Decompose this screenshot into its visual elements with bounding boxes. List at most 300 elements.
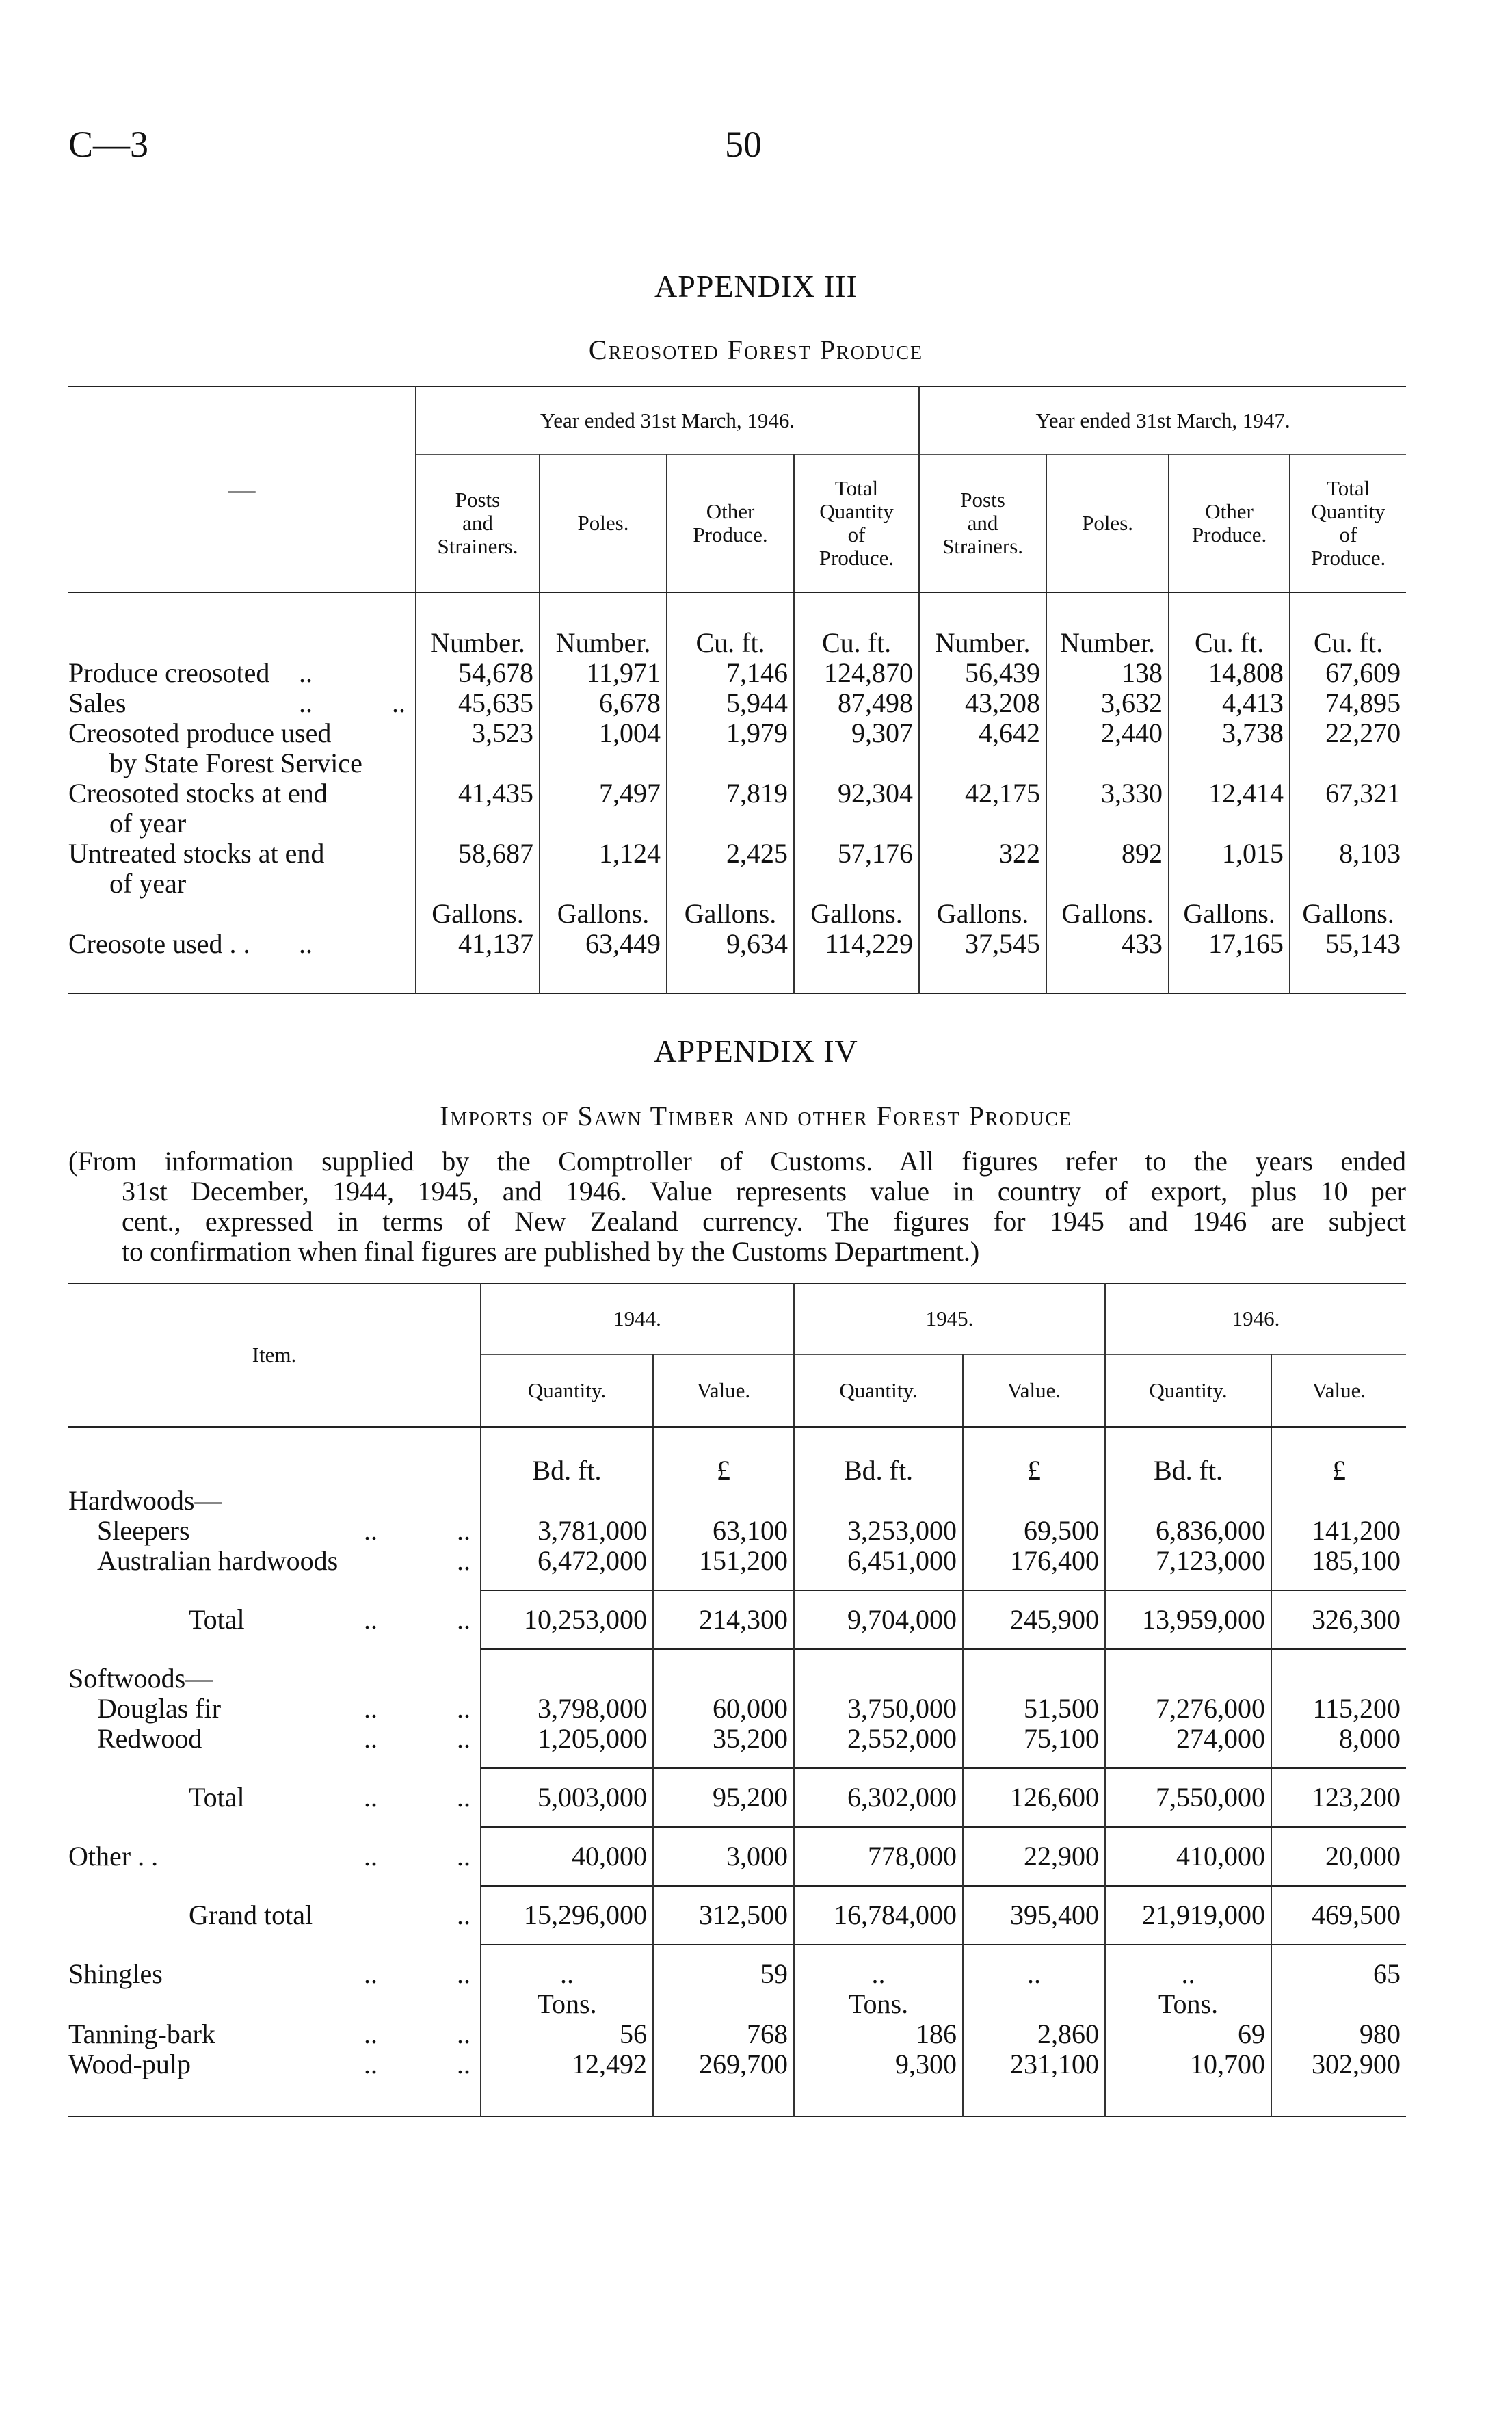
row-label-text: Untreated stocks at end bbox=[68, 838, 325, 869]
value-cell: 56,439 bbox=[919, 658, 1046, 688]
page-number: 50 bbox=[725, 124, 762, 165]
column-header: Poles. bbox=[540, 454, 667, 592]
unit-label: Gallons. bbox=[794, 899, 919, 929]
row-label-continuation: by State Forest Service bbox=[109, 748, 362, 778]
data-cell bbox=[1271, 1754, 1406, 1783]
spacer-row bbox=[68, 1427, 1406, 1456]
value-cell: Tons. bbox=[481, 1989, 653, 2019]
table-row bbox=[68, 2049, 1406, 2079]
value-cell: 892 bbox=[1046, 839, 1169, 899]
column-header: Posts and Strainers. bbox=[919, 454, 1046, 592]
value-cell: 12,492 bbox=[481, 2049, 653, 2079]
value-cell: 41,435 bbox=[416, 778, 540, 839]
data-cell bbox=[794, 1930, 963, 1959]
value-cell: 1,205,000 bbox=[481, 1724, 653, 1754]
row-label bbox=[68, 1605, 481, 1635]
leader-dots: .. bbox=[364, 1604, 377, 1635]
value-cell bbox=[794, 1486, 963, 1516]
data-cell bbox=[653, 1576, 794, 1605]
unit-label: Gallons. bbox=[667, 899, 794, 929]
label-cell bbox=[68, 1930, 481, 1959]
appendix-4-heading: APPENDIX IV bbox=[654, 1034, 858, 1068]
value-cell: 20,000 bbox=[1271, 1841, 1406, 1871]
data-cell bbox=[653, 1871, 794, 1900]
value-cell: 4,413 bbox=[1169, 688, 1290, 718]
value-cell: .. bbox=[963, 1959, 1105, 1989]
leader-dots: .. bbox=[392, 687, 406, 718]
value-cell: 8,103 bbox=[1290, 839, 1406, 899]
label-cell bbox=[68, 1754, 481, 1783]
row-label-text: Redwood bbox=[97, 1723, 202, 1754]
value-cell: 141,200 bbox=[1271, 1516, 1406, 1546]
label-cell bbox=[68, 1456, 481, 1486]
spacer-row bbox=[68, 1871, 1406, 1900]
label-cell bbox=[68, 2079, 481, 2116]
value-cell: 269,700 bbox=[653, 2049, 794, 2079]
stub-header: — bbox=[68, 386, 416, 592]
data-cell bbox=[481, 1576, 653, 1605]
leader-dots: .. bbox=[457, 1841, 470, 1871]
value-cell: 123,200 bbox=[1271, 1783, 1406, 1813]
value-cell: 51,500 bbox=[963, 1694, 1105, 1724]
spacer-row bbox=[68, 1813, 1406, 1841]
value-cell: 469,500 bbox=[1271, 1900, 1406, 1930]
year-header-1947: Year ended 31st March, 1947. bbox=[919, 386, 1406, 454]
column-header: Other Produce. bbox=[1169, 454, 1290, 592]
note-line: to confirmation when final figures are published by the Customs Department.) bbox=[122, 1236, 980, 1267]
unit-label: Gallons. bbox=[1046, 899, 1169, 929]
data-cell bbox=[667, 592, 794, 628]
data-cell bbox=[1271, 1930, 1406, 1959]
row-label-text: Creosoted produce used bbox=[68, 718, 332, 748]
leader-dots: .. bbox=[457, 2019, 470, 2049]
value-cell: 9,704,000 bbox=[794, 1605, 963, 1635]
table-row bbox=[68, 688, 1406, 718]
unit-label: Number. bbox=[919, 628, 1046, 658]
row-label-text: Douglas fir bbox=[97, 1693, 222, 1724]
value-cell: 92,304 bbox=[794, 778, 919, 839]
creosoted-produce-table bbox=[68, 386, 1406, 994]
row-label-text: Softwoods— bbox=[68, 1663, 213, 1694]
value-cell: 312,500 bbox=[653, 1900, 794, 1930]
data-cell bbox=[481, 1871, 653, 1900]
value-cell: 8,000 bbox=[1271, 1724, 1406, 1754]
unit-label: £ bbox=[963, 1456, 1105, 1486]
appendix-4-title: Imports of Sawn Timber and other Forest Produce bbox=[439, 1101, 1072, 1131]
unit-label: £ bbox=[653, 1456, 794, 1486]
column-header: Quantity. bbox=[481, 1354, 653, 1427]
value-cell: 69 bbox=[1105, 2019, 1271, 2049]
row-label bbox=[68, 1546, 481, 1576]
data-cell bbox=[1046, 592, 1169, 628]
column-header: Value. bbox=[1271, 1354, 1406, 1427]
value-cell: 40,000 bbox=[481, 1841, 653, 1871]
value-cell: 214,300 bbox=[653, 1605, 794, 1635]
row-label-text: Grand total bbox=[189, 1900, 313, 1930]
value-cell: 41,137 bbox=[416, 929, 540, 959]
value-cell: 42,175 bbox=[919, 778, 1046, 839]
value-cell: 3,750,000 bbox=[794, 1694, 963, 1724]
value-cell: 231,100 bbox=[963, 2049, 1105, 2079]
value-cell: 395,400 bbox=[963, 1900, 1105, 1930]
value-cell: 126,600 bbox=[963, 1783, 1105, 1813]
spacer-row bbox=[68, 959, 1406, 993]
column-header: Value. bbox=[653, 1354, 794, 1427]
value-cell: 55,143 bbox=[1290, 929, 1406, 959]
label-cell bbox=[68, 1576, 481, 1605]
value-cell: 2,552,000 bbox=[794, 1724, 963, 1754]
data-cell bbox=[963, 1576, 1105, 1605]
data-cell bbox=[1105, 1754, 1271, 1783]
value-cell bbox=[1105, 1664, 1271, 1694]
row-label-continuation: of year bbox=[109, 868, 187, 899]
unit-label: Bd. ft. bbox=[794, 1456, 963, 1486]
value-cell: 7,497 bbox=[540, 778, 667, 839]
row-label bbox=[68, 1664, 481, 1694]
data-cell bbox=[963, 1635, 1105, 1664]
data-cell bbox=[1105, 1813, 1271, 1841]
unit-label: Number. bbox=[416, 628, 540, 658]
leader-dots: .. bbox=[457, 1782, 470, 1813]
value-cell bbox=[653, 1989, 794, 2019]
data-cell bbox=[1105, 1930, 1271, 1959]
row-label-text: Wood-pulp bbox=[68, 2049, 191, 2079]
value-cell: 74,895 bbox=[1290, 688, 1406, 718]
table-row bbox=[68, 1516, 1406, 1546]
row-label bbox=[68, 2049, 481, 2079]
value-cell: 67,321 bbox=[1290, 778, 1406, 839]
table-row bbox=[68, 2019, 1406, 2049]
data-cell bbox=[794, 1871, 963, 1900]
column-header: Quantity. bbox=[1105, 1354, 1271, 1427]
row-label bbox=[68, 1724, 481, 1754]
value-cell: 245,900 bbox=[963, 1605, 1105, 1635]
leader-dots: .. bbox=[364, 1958, 377, 1989]
table-row bbox=[68, 1900, 1406, 1930]
table-row bbox=[68, 718, 1406, 778]
unit-label: Gallons. bbox=[1290, 899, 1406, 929]
value-cell: 5,944 bbox=[667, 688, 794, 718]
value-cell: 778,000 bbox=[794, 1841, 963, 1871]
value-cell: 59 bbox=[653, 1959, 794, 1989]
row-label bbox=[68, 929, 416, 959]
leader-dots: .. bbox=[457, 1693, 470, 1724]
data-cell bbox=[481, 2079, 653, 2116]
value-cell: 124,870 bbox=[794, 658, 919, 688]
data-cell bbox=[794, 1635, 963, 1664]
value-cell: 9,634 bbox=[667, 929, 794, 959]
row-label bbox=[68, 1486, 481, 1516]
spacer-row bbox=[68, 1576, 1406, 1605]
leader-dots: .. bbox=[457, 1545, 470, 1576]
leader-dots: .. bbox=[457, 1900, 470, 1930]
data-cell bbox=[963, 1930, 1105, 1959]
label-cell bbox=[68, 899, 416, 929]
value-cell bbox=[1271, 1486, 1406, 1516]
data-cell bbox=[653, 1813, 794, 1841]
row-label-text: Sales bbox=[68, 687, 127, 718]
value-cell: 43,208 bbox=[919, 688, 1046, 718]
label-cell bbox=[68, 1427, 481, 1456]
row-label-text: Produce creosoted bbox=[68, 657, 270, 688]
value-cell: 326,300 bbox=[1271, 1605, 1406, 1635]
value-cell: 3,738 bbox=[1169, 718, 1290, 778]
value-cell: 1,004 bbox=[540, 718, 667, 778]
data-cell bbox=[416, 959, 540, 993]
appendix-3-title: Creosoted Forest Produce bbox=[588, 334, 924, 365]
note-line: (From information supplied by the Comptroller of Customs. All figures refer to the years ended bbox=[68, 1146, 1406, 1177]
units-row bbox=[68, 899, 1406, 929]
value-cell: 60,000 bbox=[653, 1694, 794, 1724]
value-cell: 65 bbox=[1271, 1959, 1406, 1989]
table-row bbox=[68, 1486, 1406, 1516]
data-cell bbox=[653, 1754, 794, 1783]
value-cell bbox=[653, 1664, 794, 1694]
value-cell: 2,440 bbox=[1046, 718, 1169, 778]
value-cell: 274,000 bbox=[1105, 1724, 1271, 1754]
value-cell bbox=[794, 1664, 963, 1694]
row-label bbox=[68, 1959, 481, 1989]
value-cell: 56 bbox=[481, 2019, 653, 2049]
value-cell: 322 bbox=[919, 839, 1046, 899]
table-row bbox=[68, 658, 1406, 688]
value-cell: 37,545 bbox=[919, 929, 1046, 959]
data-cell bbox=[794, 1754, 963, 1783]
value-cell: 57,176 bbox=[794, 839, 919, 899]
table-row bbox=[68, 1694, 1406, 1724]
data-cell bbox=[481, 1813, 653, 1841]
value-cell: 63,449 bbox=[540, 929, 667, 959]
value-cell: 21,919,000 bbox=[1105, 1900, 1271, 1930]
value-cell: 7,819 bbox=[667, 778, 794, 839]
data-cell bbox=[1271, 1871, 1406, 1900]
row-label bbox=[68, 718, 416, 778]
value-cell: 87,498 bbox=[794, 688, 919, 718]
table-row bbox=[68, 1841, 1406, 1871]
unit-label: £ bbox=[1271, 1456, 1406, 1486]
row-label-text: Total bbox=[189, 1782, 245, 1813]
data-cell bbox=[963, 1427, 1105, 1456]
data-cell bbox=[919, 959, 1046, 993]
value-cell: 3,253,000 bbox=[794, 1516, 963, 1546]
unit-label: Cu. ft. bbox=[1290, 628, 1406, 658]
value-cell: 7,550,000 bbox=[1105, 1783, 1271, 1813]
value-cell: 3,781,000 bbox=[481, 1516, 653, 1546]
value-cell: 3,330 bbox=[1046, 778, 1169, 839]
value-cell: 7,123,000 bbox=[1105, 1546, 1271, 1576]
label-cell bbox=[68, 959, 416, 993]
data-cell bbox=[794, 1427, 963, 1456]
unit-label: Cu. ft. bbox=[794, 628, 919, 658]
item-header: Item. bbox=[68, 1283, 481, 1427]
year-header-1946: 1946. bbox=[1105, 1283, 1406, 1354]
data-cell bbox=[540, 592, 667, 628]
table-row bbox=[68, 1664, 1406, 1694]
value-cell: 6,836,000 bbox=[1105, 1516, 1271, 1546]
data-cell bbox=[1271, 1635, 1406, 1664]
value-cell: 1,979 bbox=[667, 718, 794, 778]
row-label bbox=[68, 658, 416, 688]
data-cell bbox=[1105, 1576, 1271, 1605]
data-cell bbox=[481, 1635, 653, 1664]
leader-dots: .. bbox=[299, 928, 313, 959]
column-header: Value. bbox=[963, 1354, 1105, 1427]
data-cell bbox=[1105, 2079, 1271, 2116]
value-cell: 6,472,000 bbox=[481, 1546, 653, 1576]
row-label-text: Shingles bbox=[68, 1958, 163, 1989]
value-cell: 10,253,000 bbox=[481, 1605, 653, 1635]
value-cell: 176,400 bbox=[963, 1546, 1105, 1576]
data-cell bbox=[1271, 1576, 1406, 1605]
label-cell bbox=[68, 628, 416, 658]
column-header: Posts and Strainers. bbox=[416, 454, 540, 592]
row-label bbox=[68, 2019, 481, 2049]
value-cell: 7,146 bbox=[667, 658, 794, 688]
value-cell: 10,700 bbox=[1105, 2049, 1271, 2079]
value-cell: 9,300 bbox=[794, 2049, 963, 2079]
leader-dots: .. bbox=[364, 2019, 377, 2049]
data-cell bbox=[1105, 1871, 1271, 1900]
spacer-row bbox=[68, 1754, 1406, 1783]
value-cell: 185,100 bbox=[1271, 1546, 1406, 1576]
row-label-text: Other . . bbox=[68, 1841, 159, 1871]
spacer-row bbox=[68, 1635, 1406, 1664]
value-cell: 69,500 bbox=[963, 1516, 1105, 1546]
row-label bbox=[68, 1516, 481, 1546]
year-header-1944: 1944. bbox=[481, 1283, 794, 1354]
value-cell: 15,296,000 bbox=[481, 1900, 653, 1930]
value-cell: 22,900 bbox=[963, 1841, 1105, 1871]
value-cell: 75,100 bbox=[963, 1724, 1105, 1754]
leader-dots: .. bbox=[457, 1604, 470, 1635]
row-label bbox=[68, 1900, 481, 1930]
note-line: cent., expressed in terms of New Zealand currency. The figures for 1945 and 1946 are subject bbox=[122, 1206, 1406, 1237]
table-row bbox=[68, 1605, 1406, 1635]
column-header: Total Quantity of Produce. bbox=[1290, 454, 1406, 592]
value-cell bbox=[963, 1989, 1105, 2019]
value-cell bbox=[1271, 1989, 1406, 2019]
value-cell: 768 bbox=[653, 2019, 794, 2049]
row-label-text: Creosote used . . bbox=[68, 928, 250, 959]
column-header: Total Quantity of Produce. bbox=[794, 454, 919, 592]
value-cell: 54,678 bbox=[416, 658, 540, 688]
value-cell bbox=[481, 1486, 653, 1516]
appendix-4-note bbox=[68, 1146, 1406, 1267]
data-cell bbox=[919, 592, 1046, 628]
value-cell bbox=[1105, 1486, 1271, 1516]
data-cell bbox=[963, 1813, 1105, 1841]
unit-label: Number. bbox=[1046, 628, 1169, 658]
table-row-creosote-used bbox=[68, 929, 1406, 959]
data-cell bbox=[1271, 1813, 1406, 1841]
row-label-text: Creosoted stocks at end bbox=[68, 778, 328, 809]
unit-label: Bd. ft. bbox=[1105, 1456, 1271, 1486]
data-cell bbox=[1271, 1427, 1406, 1456]
note-line: 31st December, 1944, 1945, and 1946. Value represents value in country of export, plus 10 per bbox=[122, 1176, 1406, 1207]
unit-label: Gallons. bbox=[919, 899, 1046, 929]
appendix-3-heading: APPENDIX III bbox=[654, 269, 858, 304]
spacer-row bbox=[68, 1930, 1406, 1959]
value-cell: 115,200 bbox=[1271, 1694, 1406, 1724]
data-cell bbox=[1105, 1427, 1271, 1456]
table-row bbox=[68, 1783, 1406, 1813]
label-cell bbox=[68, 1635, 481, 1664]
data-cell bbox=[1169, 592, 1290, 628]
column-header: Poles. bbox=[1046, 454, 1169, 592]
value-cell: 2,425 bbox=[667, 839, 794, 899]
row-label bbox=[68, 1694, 481, 1724]
leader-dots: .. bbox=[364, 1782, 377, 1813]
row-label bbox=[68, 778, 416, 839]
value-cell: 7,276,000 bbox=[1105, 1694, 1271, 1724]
data-cell bbox=[963, 1871, 1105, 1900]
year-header-1945: 1945. bbox=[794, 1283, 1105, 1354]
data-cell bbox=[794, 2079, 963, 2116]
table-row bbox=[68, 1724, 1406, 1754]
unit-label: Gallons. bbox=[416, 899, 540, 929]
value-cell: 3,523 bbox=[416, 718, 540, 778]
row-label-text: Tanning-bark bbox=[68, 2019, 215, 2049]
year-header-1946: Year ended 31st March, 1946. bbox=[416, 386, 919, 454]
value-cell: 6,678 bbox=[540, 688, 667, 718]
value-cell: 11,971 bbox=[540, 658, 667, 688]
value-cell: 22,270 bbox=[1290, 718, 1406, 778]
value-cell: 12,414 bbox=[1169, 778, 1290, 839]
row-label bbox=[68, 1783, 481, 1813]
value-cell: 63,100 bbox=[653, 1516, 794, 1546]
row-label bbox=[68, 1989, 481, 2019]
data-cell bbox=[1290, 959, 1406, 993]
imports-table bbox=[68, 1283, 1406, 2117]
value-cell bbox=[963, 1486, 1105, 1516]
unit-label: Bd. ft. bbox=[481, 1456, 653, 1486]
data-cell bbox=[1169, 959, 1290, 993]
units-row bbox=[68, 1456, 1406, 1486]
data-cell bbox=[794, 959, 919, 993]
value-cell: 138 bbox=[1046, 658, 1169, 688]
leader-dots: .. bbox=[457, 1723, 470, 1754]
value-cell: 302,900 bbox=[1271, 2049, 1406, 2079]
data-cell bbox=[416, 592, 540, 628]
label-cell bbox=[68, 1813, 481, 1841]
data-cell bbox=[1046, 959, 1169, 993]
value-cell: 95,200 bbox=[653, 1783, 794, 1813]
label-cell bbox=[68, 1871, 481, 1900]
column-header: Other Produce. bbox=[667, 454, 794, 592]
value-cell bbox=[481, 1664, 653, 1694]
row-label-text: Australian hardwoods bbox=[97, 1545, 339, 1576]
value-cell: 3,000 bbox=[653, 1841, 794, 1871]
value-cell: 4,642 bbox=[919, 718, 1046, 778]
data-cell bbox=[653, 1635, 794, 1664]
label-cell bbox=[68, 592, 416, 628]
page-code: C—3 bbox=[68, 124, 149, 165]
value-cell: 16,784,000 bbox=[794, 1900, 963, 1930]
value-cell: 114,229 bbox=[794, 929, 919, 959]
value-cell: 58,687 bbox=[416, 839, 540, 899]
row-label-text: Sleepers bbox=[97, 1515, 190, 1546]
value-cell: 5,003,000 bbox=[481, 1783, 653, 1813]
unit-label: Gallons. bbox=[540, 899, 667, 929]
unit-label: Number. bbox=[540, 628, 667, 658]
table-row bbox=[68, 1959, 1406, 1989]
row-label bbox=[68, 1841, 481, 1871]
value-cell: 6,451,000 bbox=[794, 1546, 963, 1576]
value-cell bbox=[1271, 1664, 1406, 1694]
value-cell: 1,015 bbox=[1169, 839, 1290, 899]
data-cell bbox=[794, 592, 919, 628]
leader-dots: .. bbox=[457, 2049, 470, 2079]
